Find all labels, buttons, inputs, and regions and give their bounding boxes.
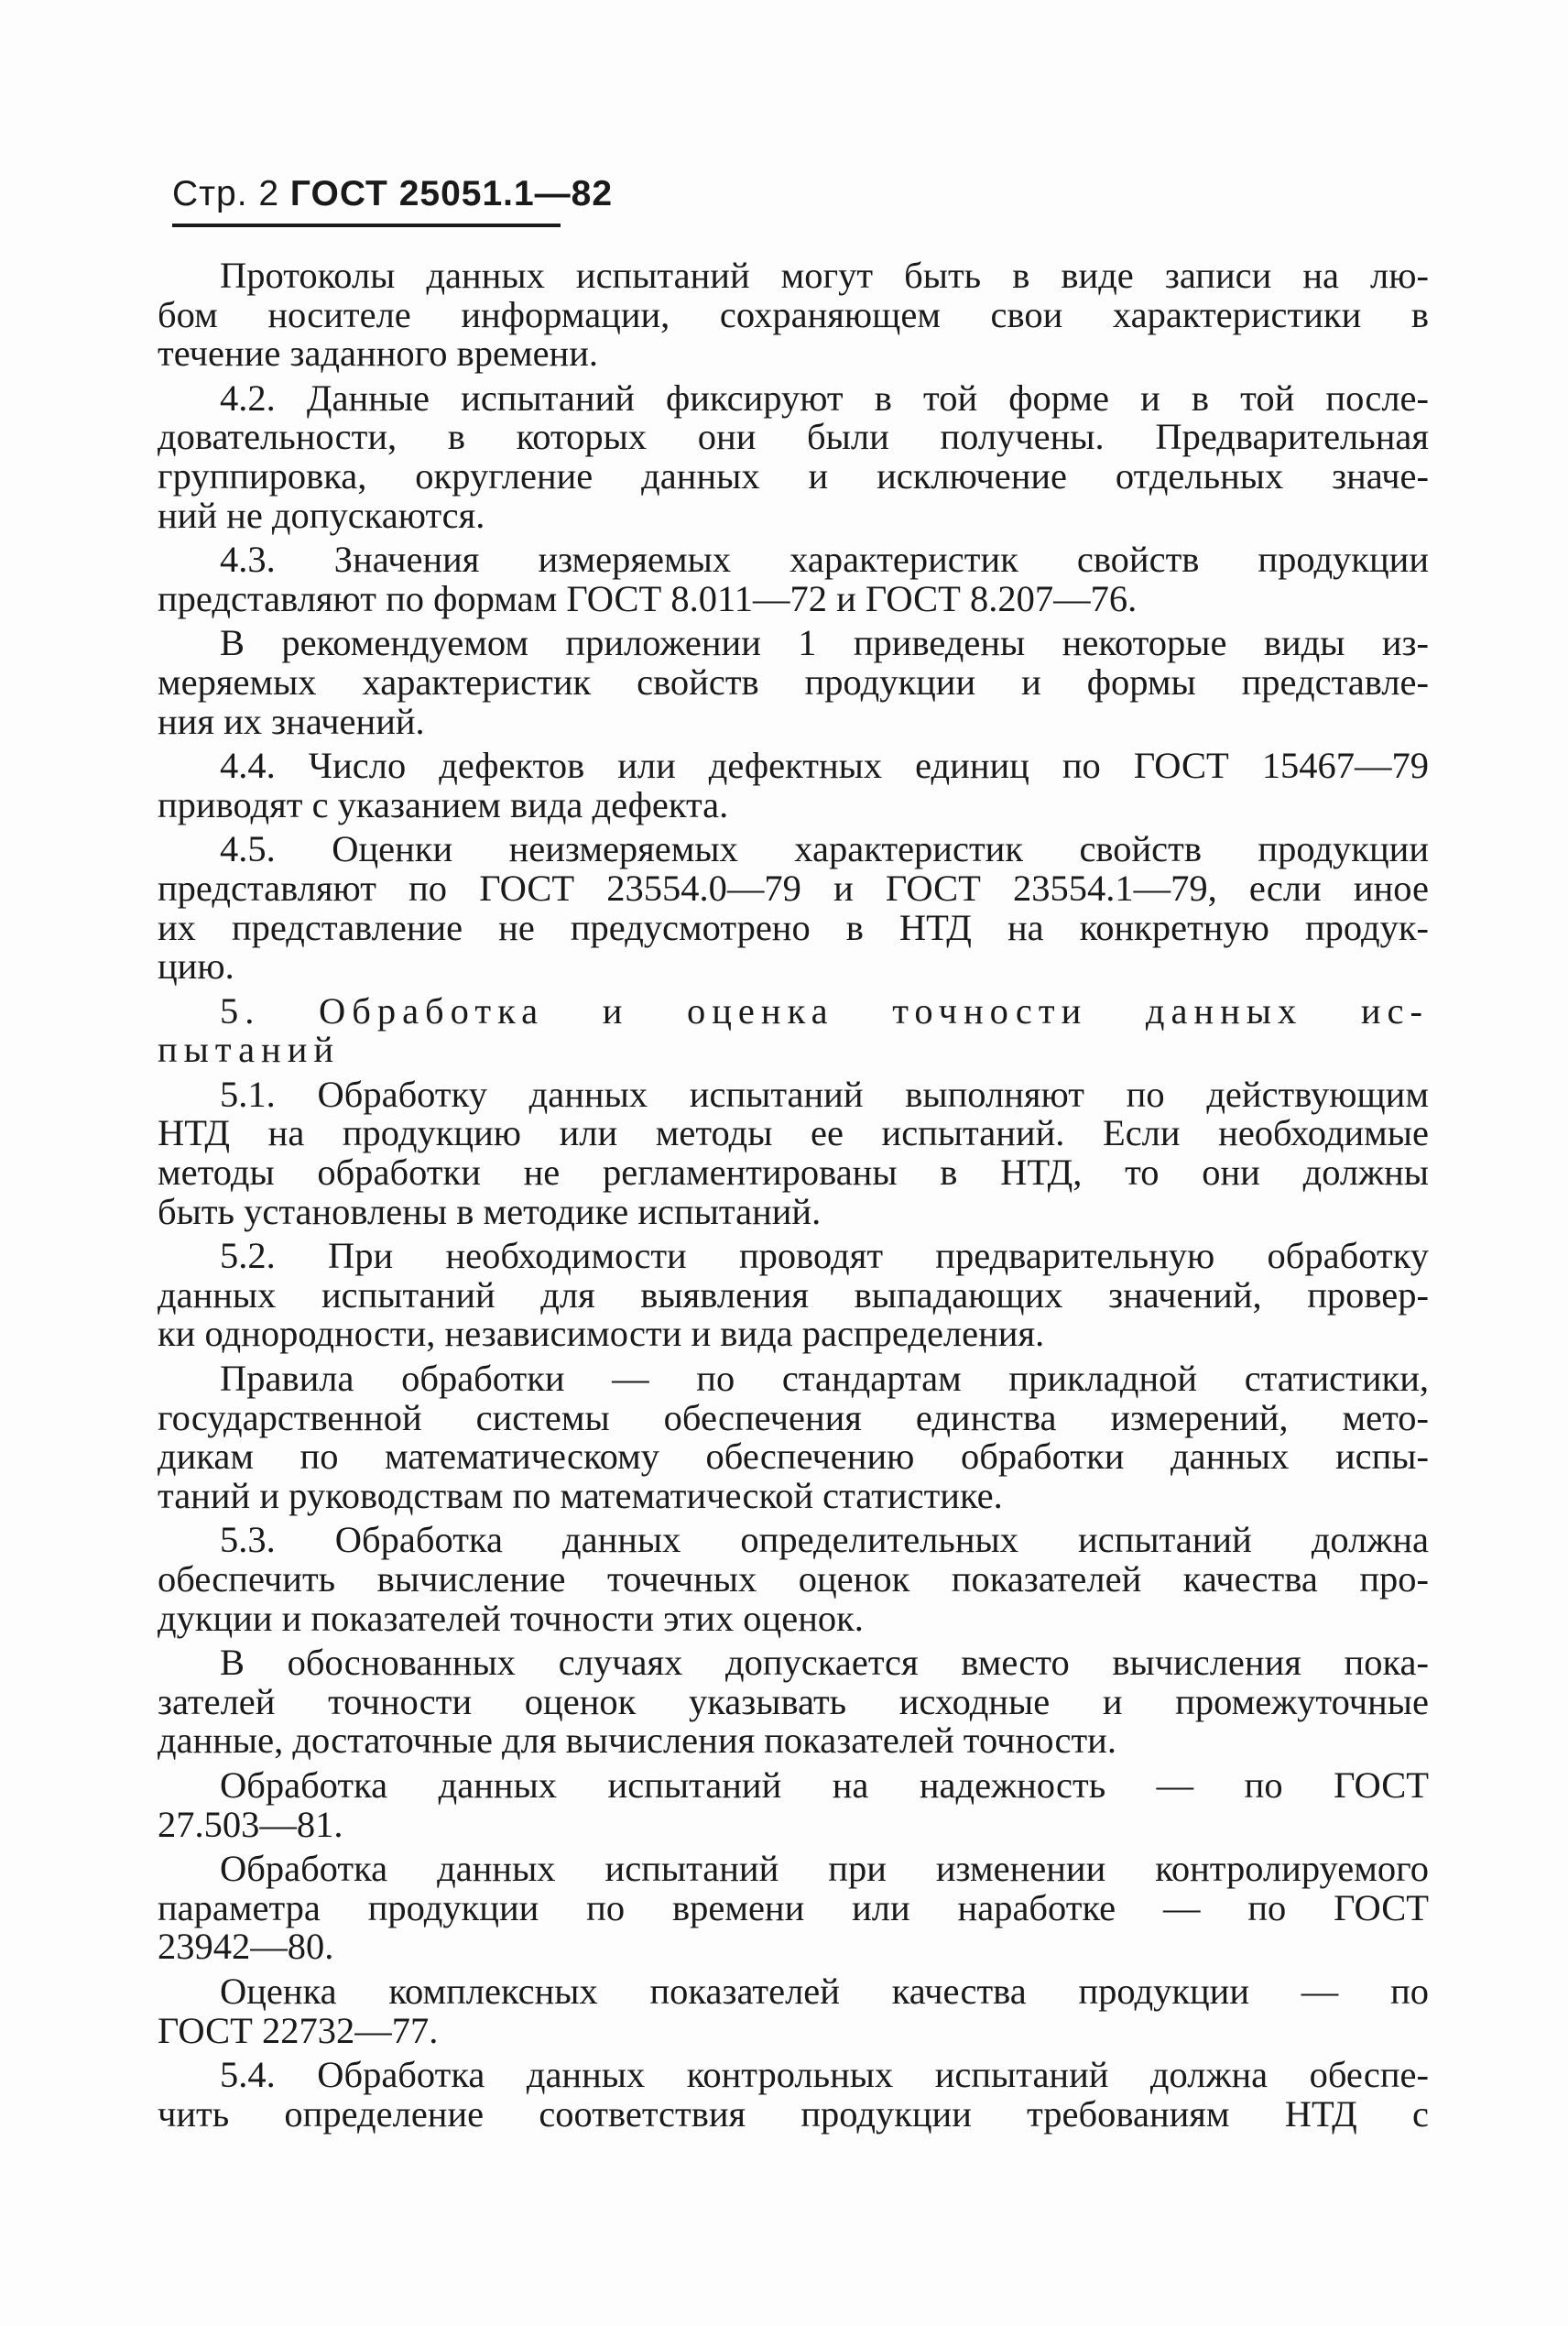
text-line: 23942—80. (158, 1926, 334, 1968)
text-line: представляют по формам ГОСТ 8.011—72 и ГОСТ 8.207—76. (158, 577, 1138, 619)
paragraph (158, 379, 1429, 535)
paragraph (158, 257, 1429, 374)
text-line: 4.5. Оценки неизмеряемых характеристик свойств продукции (220, 828, 1429, 870)
paragraph (158, 624, 1429, 741)
text-line: Обработка данных испытаний при изменении контролируемого (220, 1848, 1429, 1890)
text-line: дикам по математическому обеспечению обработки данных испы- (158, 1436, 1429, 1478)
text-line: 4.4. Число дефектов или дефектных единиц по ГОСТ 15467—79 (220, 745, 1429, 787)
text-line: В обоснованных случаях допускается вместо вычисления пока- (220, 1642, 1429, 1684)
text-line: чить определение соответствия продукции требованиям НТД с (158, 2092, 1429, 2135)
page-number: Стр. 2 (172, 174, 280, 213)
text-line: 5.3. Обработка данных определительных испытаний должна (220, 1519, 1429, 1561)
text-line: 27.503—81. (158, 1803, 343, 1845)
text-line: дукции и показателей точности этих оценок. (158, 1597, 864, 1639)
text-line: ГОСТ 22732—77. (158, 2009, 439, 2051)
section-heading (158, 989, 1429, 1071)
text-line: ний не допускаются. (158, 494, 485, 536)
paragraph (158, 1073, 1429, 1232)
paragraph (158, 1360, 1429, 1515)
text-line: пытаний (158, 1029, 341, 1071)
text-line: быть установлены в методике испытаний. (158, 1190, 822, 1232)
text-line: ки однородности, независимости и вида распределения. (158, 1313, 1045, 1355)
text-line: параметра продукции по времени или наработке — по ГОСТ (158, 1886, 1429, 1928)
paragraph (158, 1521, 1429, 1638)
text-line: данные, достаточные для вычисления показателей точности. (158, 1720, 1116, 1762)
text-line: 5.2. При необходимости проводят предварительную обработку (220, 1235, 1429, 1277)
standard-designation: ГОСТ 25051.1—82 (289, 174, 614, 213)
body-text (158, 257, 1429, 2139)
header-rule (172, 224, 561, 227)
text-line: меряемых характеристик свойств продукции и формы представле- (158, 661, 1429, 703)
text-line: 5. Обработка и оценка точности данных ис- (220, 989, 1429, 1032)
running-header (172, 174, 613, 214)
paragraph (158, 830, 1429, 986)
text-line: течение заданного времени. (158, 333, 599, 375)
text-line: методы обработки не регламентированы в НТД, то они должны (158, 1152, 1429, 1194)
text-line: 4.2. Данные испытаний фиксируют в той форме и в той после- (220, 377, 1429, 419)
paragraph-gap (158, 2134, 1429, 2139)
paragraph (158, 1766, 1429, 1844)
text-line: группировка, округление данных и исключение отдельных значе- (158, 454, 1429, 497)
text-line: ния их значений. (158, 700, 425, 742)
text-line: 5.1. Обработку данных испытаний выполняют по действующим (220, 1073, 1429, 1115)
text-line: зателей точности оценок указывать исходные и промежуточные (158, 1680, 1429, 1722)
text-line: государственной системы обеспечения единства измерений, мето- (158, 1396, 1429, 1438)
text-line: НТД на продукцию или методы ее испытаний. Если необходимые (158, 1112, 1429, 1154)
text-line: В рекомендуемом приложении 1 приведены некоторые виды из- (220, 622, 1429, 664)
text-line: Оценка комплексных показателей качества продукции — по (220, 1970, 1429, 2012)
paragraph (158, 541, 1429, 618)
text-line: Правила обработки — по стандартам прикладной статистики, (220, 1358, 1429, 1400)
text-line: представляют по ГОСТ 23554.0—79 и ГОСТ 23554.1—79, если иное (158, 867, 1429, 909)
text-line: цию. (158, 945, 234, 988)
text-line: их представление не предусмотрено в НТД на конкретную продук- (158, 906, 1429, 948)
text-line: 4.3. Значения измеряемых характеристик свойств продукции (220, 539, 1429, 581)
text-line: данных испытаний для выявления выпадающих значений, провер- (158, 1273, 1429, 1316)
text-line: обеспечить вычисление точечных оценок показателей качества про- (158, 1558, 1429, 1600)
text-line: Протоколы данных испытаний могут быть в виде записи на лю- (220, 255, 1429, 296)
paragraph (158, 747, 1429, 824)
paragraph (158, 1972, 1429, 2050)
text-line: бом носителе информации, сохраняющем свои характеристики в (158, 293, 1429, 335)
paragraph (158, 1643, 1429, 1761)
text-line: приводят с указанием вида дефекта. (158, 783, 729, 825)
text-line: довательности, в которых они были получены. Предварительная (158, 416, 1429, 458)
text-line: 5.4. Обработка данных контрольных испытаний должна обеспе- (220, 2054, 1429, 2096)
paragraph (158, 2056, 1429, 2134)
text-line: Обработка данных испытаний на надежность — по ГОСТ (220, 1764, 1429, 1806)
paragraph (158, 1850, 1429, 1967)
paragraph (158, 1237, 1429, 1354)
text-line: таний и руководствам по математической статистике. (158, 1474, 1003, 1516)
